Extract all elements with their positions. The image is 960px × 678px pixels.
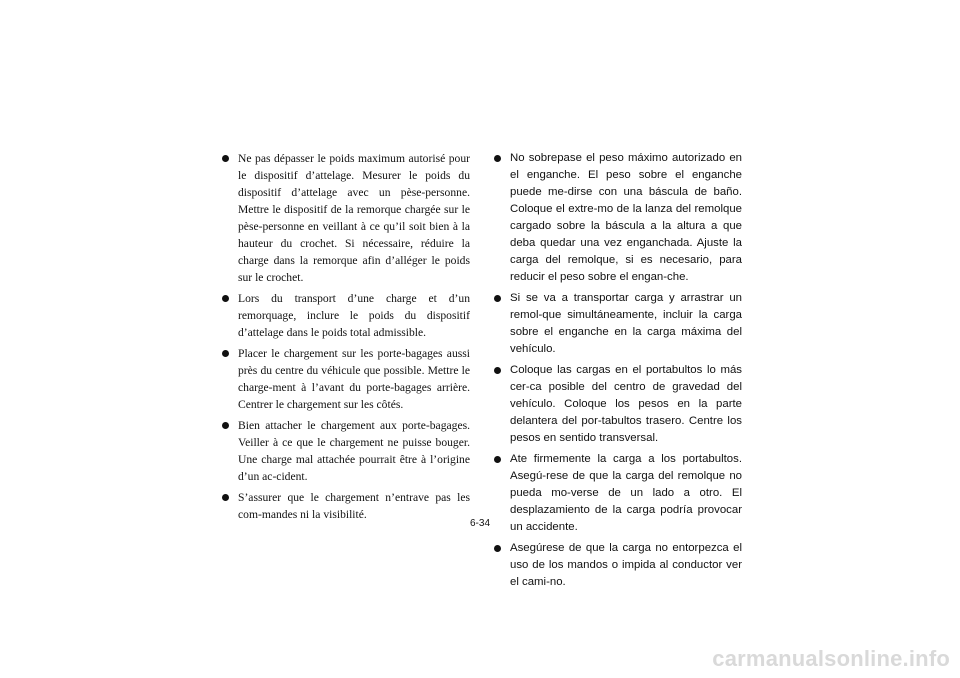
- bullet-icon: [222, 494, 229, 501]
- list-item: [222, 489, 470, 523]
- list-item: [222, 417, 470, 485]
- list-item-text: Ne pas dépasser le poids maximum autorisé pour le dispositif d’attelage. Mesurer le poids du dispositif d’attelage avec un pèse-personne. Mettre le dispositif de la remorque chargée sur le pèse-personne en veillant à ce qu’il soit bien à la hauteur du crochet. Si nécessaire, réduire la charge dans la remorque afin d’alléger le poids sur le crochet.: [238, 152, 470, 284]
- list-item-text: Placer le chargement sur les porte-bagages aussi près du centre du véhicule que possible. Mettre le charge-ment à l’avant du porte-bagages arrière. Centrer le chargement sur les côtés.: [238, 347, 470, 411]
- list-item-text: Lors du transport d’une charge et d’un remorquage, inclure le poids du dispositif d’attelage dans le poids total admissible.: [238, 292, 470, 339]
- bullet-icon: [222, 155, 229, 162]
- spanish-list: [494, 150, 742, 591]
- bullet-icon: [494, 367, 501, 374]
- list-item-text: Si se va a transportar carga y arrastrar un remol-que simultáneamente, incluir la carga sobre el enganche en la carga máxima del vehículo.: [510, 292, 742, 355]
- bullet-icon: [494, 545, 501, 552]
- watermark: carmanualsonline.info: [712, 646, 950, 671]
- list-item-text: S’assurer que le chargement n’entrave pas les com-mandes ni la visibilité.: [238, 491, 470, 521]
- french-column: [222, 150, 470, 527]
- list-item-text: Asegúrese de que la carga no entorpezca el uso de los mandos o impida al conductor ver el cami-no.: [510, 542, 742, 588]
- list-item-text: No sobrepase el peso máximo autorizado en el enganche. El peso sobre el enganche puede me-dirse con una báscula de baño. Coloque el extre-mo de la lanza del remolque cargado sobre la báscula a la altura a que deba quedar una vez enganchada. Ajuste la carga del remolque, si es necesario, para reducir el peso sobre el engan-che.: [510, 152, 742, 283]
- list-item: [222, 150, 470, 286]
- list-item: [494, 540, 742, 591]
- list-item: [494, 362, 742, 447]
- list-item-text: Ate firmemente la carga a los portabultos. Asegú-rese de que la carga del remolque no pueda mo-verse de un lado a otro. El desplazamiento de la carga podría provocar un accidente.: [510, 453, 742, 533]
- page-number: 6-34: [469, 518, 490, 529]
- list-item-text: Bien attacher le chargement aux porte-bagages. Veiller à ce que le chargement ne puisse bouger. Une charge mal attachée pourrait être à l’origine d’un ac-cident.: [238, 419, 470, 483]
- spanish-column: [494, 150, 742, 595]
- list-item: [222, 290, 470, 341]
- bullet-icon: [222, 350, 229, 357]
- list-item: [494, 150, 742, 286]
- bullet-icon: [494, 456, 501, 463]
- bullet-icon: [222, 295, 229, 302]
- bullet-icon: [494, 295, 501, 302]
- list-item: [494, 290, 742, 358]
- french-list: [222, 150, 470, 523]
- bullet-icon: [494, 155, 501, 162]
- list-item-text: Coloque las cargas en el portabultos lo más cer-ca posible del centro de gravedad del vehículo. Coloque los pesos en la parte delantera del por-tabultos trasero. Centre los pesos en sentido transversal.: [510, 364, 742, 444]
- list-item: [222, 345, 470, 413]
- list-item: [494, 451, 742, 536]
- bullet-icon: [222, 422, 229, 429]
